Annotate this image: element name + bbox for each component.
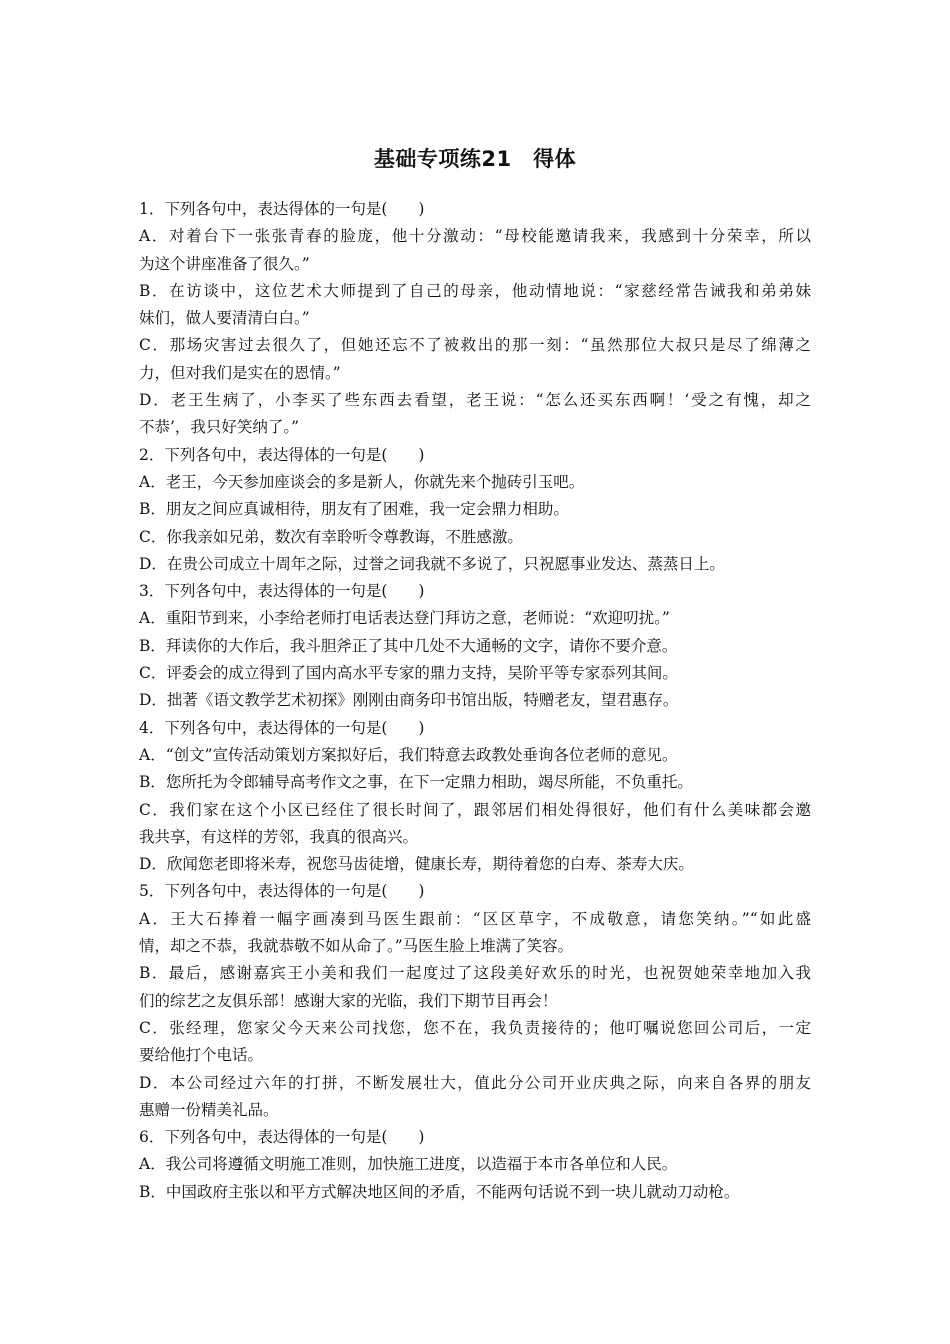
text-line: D．老王生病了，小李买了些东西去看望，老王说：“怎么还买东西啊！‘受之有愧，却之 [139, 391, 811, 410]
text-line: C．那场灾害过去很久了，但她还忘不了被救出的那一刻：“虽然那位大叔只是尽了绵薄之 [139, 336, 811, 355]
text-line: 3．下列各句中，表达得体的一句是( ) [139, 582, 425, 601]
text-line: A．老王，今天参加座谈会的多是新人，你就先来个抛砖引玉吧。 [139, 472, 585, 491]
text-line: 妹们，做人要清清白白。” [139, 309, 310, 328]
text-line: 5．下列各句中，表达得体的一句是( ) [139, 882, 425, 901]
text-line: A．我公司将遵循文明施工准则，加快施工进度，以造福于本市各单位和人民。 [139, 1155, 678, 1174]
text-line: C．张经理，您家父今天来公司找您，您不在，我负责接待的；他叮嘱说您回公司后，一定 [139, 1018, 811, 1037]
page-title: 基础专项练21 得体 [373, 147, 577, 171]
text-line: B．最后，感谢嘉宾王小美和我们一起度过了这段美好欢乐的时光，也祝贺她荣幸地加入我 [139, 964, 811, 983]
text-line: B．在访谈中，这位艺术大师提到了自己的母亲，他动情地说：“家慈经常告诫我和弟弟妹 [139, 281, 811, 300]
text-line: B．拜读你的大作后，我斗胆斧正了其中几处不大通畅的文字，请你不要介意。 [139, 636, 678, 655]
text-line: B．朋友之间应真诚相待，朋友有了困难，我一定会鼎力相助。 [139, 500, 569, 519]
text-line: A．“创文”宣传活动策划方案拟好后，我们特意去政教处垂询各位老师的意见。 [139, 745, 678, 764]
text-line: 我共享，有这样的芳邻，我真的很高兴。 [139, 827, 419, 846]
text-line: 不恭’，我只好笑纳了。” [139, 418, 300, 437]
text-line: 情，却之不恭，我就恭敬不如从命了。”马医生脸上堆满了笑容。 [139, 937, 574, 956]
text-line: 要给他打个电话。 [139, 1046, 264, 1065]
text-line: 力，但对我们是实在的恩情。” [139, 363, 341, 382]
text-line: B．您所托为令郎辅导高考作文之事，在下一定鼎力相助，竭尽所能，不负重托。 [139, 773, 693, 792]
text-line: D．本公司经过六年的打拼，不断发展壮大，值此分公司开业庆典之际，向来自各界的朋友 [139, 1073, 811, 1092]
text-line: B．中国政府主张以和平方式解决地区间的矛盾，不能两句话说不到一块儿就动刀动枪。 [139, 1182, 740, 1201]
text-line: 2．下列各句中，表达得体的一句是( ) [139, 445, 425, 464]
text-line: A．对着台下一张张青春的脸庞，他十分激动：“母校能邀请我来，我感到十分荣幸，所以 [139, 227, 811, 246]
text-line: 为这个讲座准备了很久。” [139, 254, 310, 273]
text-line: 们的综艺之友俱乐部！感谢大家的光临，我们下期节目再会！ [139, 991, 558, 1010]
text-line: C．你我亲如兄弟，数次有幸聆听令尊教诲，不胜感激。 [139, 527, 523, 546]
text-line: D．欣闻您老即将米寿，祝您马齿徒增，健康长寿，期待着您的白寿、茶寿大庆。 [139, 855, 694, 874]
text-line: 6．下列各句中，表达得体的一句是( ) [139, 1128, 425, 1147]
text-line: 4．下列各句中，表达得体的一句是( ) [139, 718, 425, 737]
text-line: D．在贵公司成立十周年之际，过誉之词我就不多说了，只祝愿事业发达、蒸蒸日上。 [139, 554, 725, 573]
text-line: D．拙著《语文教学艺术初探》刚刚由商务印书馆出版，特赠老友，望君惠存。 [139, 691, 679, 710]
text-line: A．王大石捧着一幅字画凑到马医生跟前：“区区草字，不成敬意，请您笑纳。”“如此盛 [139, 909, 811, 928]
text-line: 1．下列各句中，表达得体的一句是( ) [139, 200, 425, 218]
document-body [139, 196, 811, 1206]
text-line: 惠赠一份精美礼品。 [139, 1100, 279, 1119]
text-line: C．我们家在这个小区已经住了很长时间了，跟邻居们相处得很好，他们有什么美味都会邀 [139, 800, 811, 819]
text-line: A．重阳节到来，小李给老师打电话表达登门拜访之意，老师说：“欢迎叨扰。” [139, 609, 670, 628]
text-line: C．评委会的成立得到了国内高水平专家的鼎力支持，吴阶平等专家忝列其间。 [139, 664, 678, 683]
